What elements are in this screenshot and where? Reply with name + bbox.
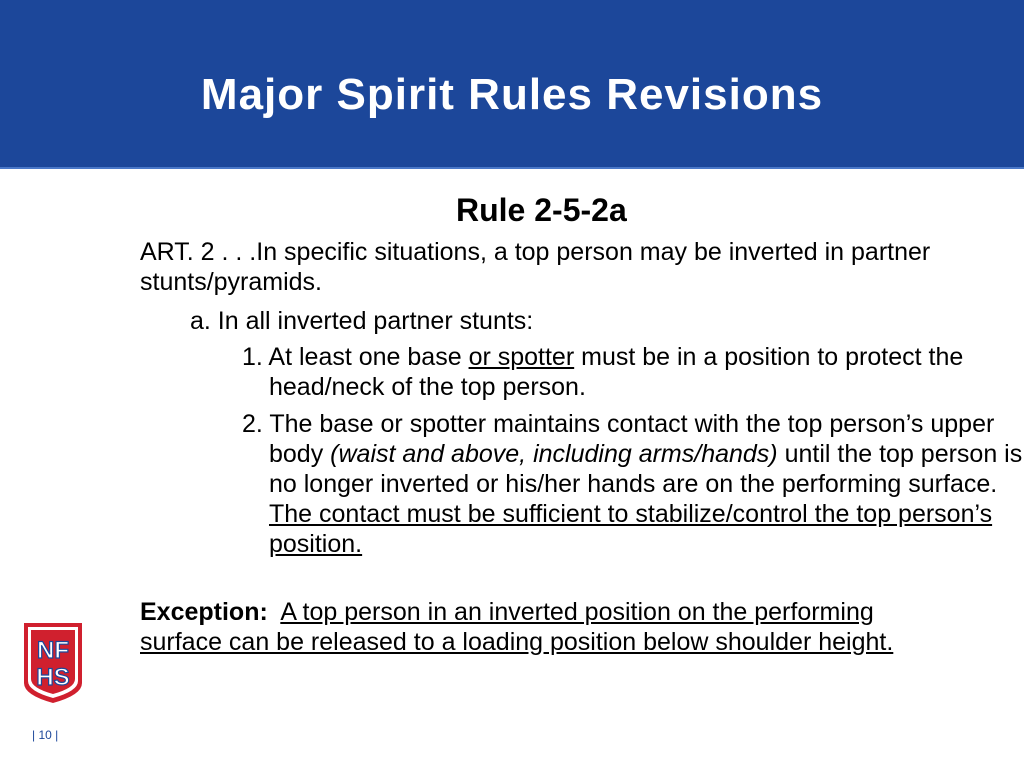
page-number: | 10 | <box>32 728 59 742</box>
logo-text-top: NF <box>37 637 69 664</box>
item2-middle: until the top person is no longer inverted or his/her hands are on the performing surface. <box>269 440 1023 498</box>
list-item-1 <box>242 342 1024 402</box>
logo-text-bottom: HS <box>36 664 70 691</box>
nfhs-logo <box>22 621 84 705</box>
item1-prefix: 1. At least one base <box>242 343 469 371</box>
exception-label: Exception: <box>140 598 268 626</box>
header-bar <box>0 0 1024 167</box>
header-divider <box>0 167 1024 169</box>
item2-italic: (waist and above, including arms/hands) <box>330 440 778 468</box>
slide-title: Major Spirit Rules Revisions <box>200 70 824 119</box>
subsection-a: a. In all inverted partner stunts: <box>190 307 534 335</box>
item2-underlined: The contact must be sufficient to stabilize/control the top person’s position. <box>269 500 993 558</box>
item1-suffix: must be in a position to protect the head/neck of the top person. <box>269 343 964 401</box>
exception-underlined: A top person in an inverted position on the performing surface can be released to a loading position below shoulder height. <box>140 598 894 656</box>
item2-prefix: 2. The base or spotter maintains contact with the top person’s upper body <box>242 410 995 468</box>
list-item-2 <box>242 409 1024 559</box>
article-text: ART. 2 . . .In specific situations, a top person may be inverted in partner stunts/pyramids. <box>140 238 931 296</box>
exception-text <box>140 597 940 657</box>
nfhs-shield-icon <box>22 621 84 705</box>
item1-underlined: or spotter <box>468 343 575 371</box>
rule-heading: Rule 2-5-2a <box>456 192 627 228</box>
